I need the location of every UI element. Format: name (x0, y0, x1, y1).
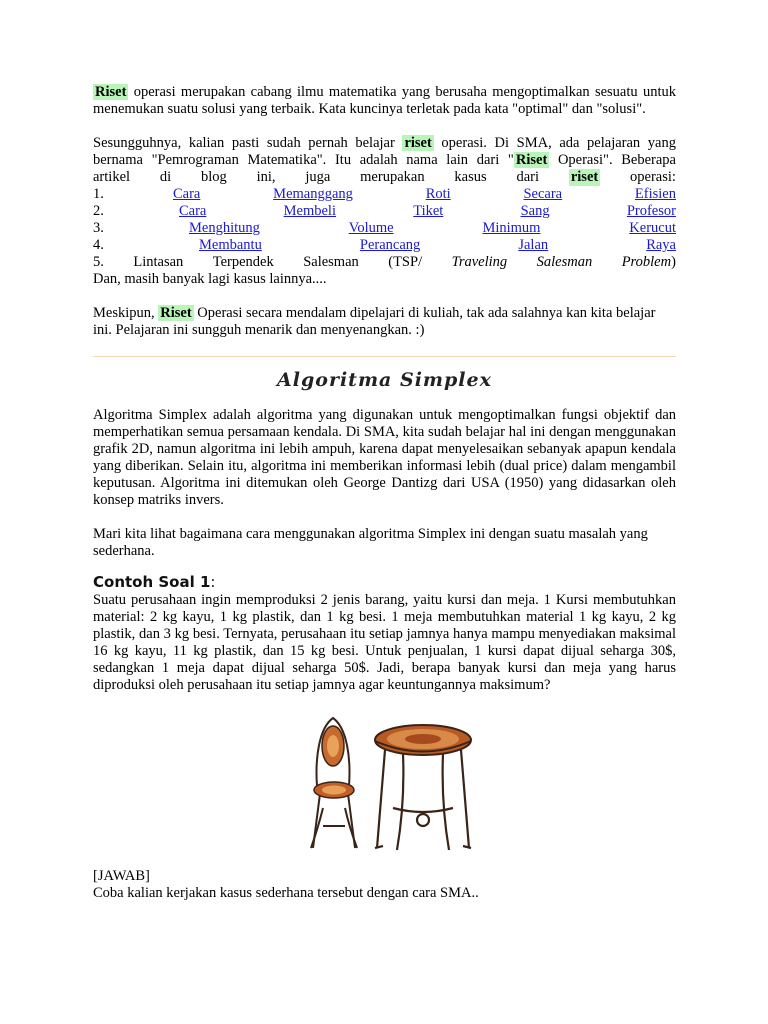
article-link[interactable]: Cara (179, 203, 207, 219)
chair-and-table-image (93, 708, 676, 858)
intro-paragraph-1: Riset operasi merupakan cabang ilmu matematika yang berusaha mengoptimalkan sesuatu untuk menemukan suatu solusi yang terbaik. Kata kuncinya terletak pada kata "optimal" dan "solusi". (93, 84, 676, 117)
keyword-highlight: Riset (160, 305, 192, 321)
simplex-paragraph-2: Mari kita lihat bagaimana cara menggunakan algoritma Simplex ini dengan suatu masalah yang sederhana. (93, 526, 648, 559)
example-heading: Contoh Soal 1: (93, 573, 216, 591)
article-link[interactable]: Volume (348, 220, 394, 236)
article-link[interactable]: Menghitung (189, 220, 260, 236)
answer-text: Coba kalian kerjakan kasus sederhana tersebut dengan cara SMA.. (93, 885, 479, 901)
keyword-highlight: Riset (95, 84, 127, 100)
list-item: 2. Cara Membeli Tiket Sang Profesor (93, 203, 676, 219)
article-link[interactable]: Tiket (413, 203, 444, 219)
article-link[interactable]: Membeli (283, 203, 336, 219)
article-link[interactable]: Membantu (199, 237, 262, 253)
intro-paragraph-2-line: artikel di blog ini, juga merupakan kasus dari riset operasi: (93, 169, 676, 185)
intro-paragraph-2: Sesungguhnya, kalian pasti sudah pernah belajar riset operasi. Di SMA, ada pelajaran yang bernama "Pemrograman Matematika". Itu adalah nama lain dari " Riset Operasi". Beberapa (93, 135, 676, 168)
article-link[interactable]: Raya (646, 237, 676, 253)
intro-paragraph-3: Meskipun, Riset Operasi secara mendalam dipelajari di kuliah, tak ada salahnya kan kita belajar ini. Pelajaran ini sungguh menarik dan menyenangkan. :) (93, 305, 656, 338)
article-link[interactable]: Efisien (634, 186, 676, 202)
list-item: 4. Membantu Perancang Jalan Raya (93, 237, 676, 253)
chair-and-table-image (293, 708, 493, 856)
article-link[interactable]: Minimum (482, 220, 541, 236)
article-link[interactable]: Kerucut (629, 220, 676, 236)
keyword-highlight: Riset (515, 152, 548, 168)
example-text: Suatu perusahaan ingin memproduksi 2 jenis barang, yaitu kursi dan meja. 1 Kursi membutuhkan material: 2 kg kayu, 1 kg plastik, dan 1 kg besi. 1 meja membutuhkan material 1 kg kayu, 2 kg plastik, dan 3 kg besi. Ternyata, perusahaan itu setiap jamnya hanya mampu menyediakan maksimal 16 kg kayu, 11 kg plastik, dan 15 kg besi. Untuk penjualan, 1 kursi dapat dijual seharga 30$, sedangkan 1 meja dapat dijual seharga 50$. Jadi, berapa banyak kursi dan meja yang harus diproduksi oleh perusahaan itu setiap jamnya agar keuntungannya maksimum? (93, 592, 676, 693)
list-item: 3. Menghitung Volume Minimum Kerucut (93, 220, 676, 236)
keyword-highlight: riset (570, 169, 599, 185)
document-body (93, 84, 676, 902)
answer-label: [JAWAB] (93, 868, 150, 884)
section-divider (93, 356, 676, 357)
keyword-highlight: riset (404, 135, 432, 151)
article-link[interactable]: Sang (520, 203, 550, 219)
section-title: Algoritma Simplex (277, 369, 492, 391)
more-cases-text: Dan, masih banyak lagi kasus lainnya.... (93, 271, 327, 287)
list-item: 1. Cara Memanggang Roti Secara Efisien (93, 186, 676, 202)
list-item: 5. Lintasan Terpendek Salesman (TSP/ Traveling Salesman Problem) (93, 254, 676, 270)
article-link[interactable]: Memanggang (273, 186, 353, 202)
article-link[interactable]: Secara (523, 186, 563, 202)
article-link[interactable]: Roti (425, 186, 451, 202)
article-link[interactable]: Jalan (518, 237, 549, 253)
article-link[interactable]: Cara (173, 186, 201, 202)
simplex-paragraph-1: Algoritma Simplex adalah algoritma yang digunakan untuk mengoptimalkan fungsi objektif dan memperhatikan semua persamaan kendala. Di SMA, kita sudah belajar hal ini dengan menggunakan grafik 2D, namun algoritma ini lebih ampuh, karena dapat menyelesaikan sebanyak apapun kendala yang diberikan. Selain itu, algoritma ini memberikan informasi lebih (dual price) dalam mengambil keputusan. Algoritma ini ditemukan oleh George Dantizg dari USA (1950) yang didasarkan oleh konsep matriks invers. (93, 407, 676, 508)
article-link[interactable]: Perancang (359, 237, 421, 253)
article-link[interactable]: Profesor (626, 203, 676, 219)
